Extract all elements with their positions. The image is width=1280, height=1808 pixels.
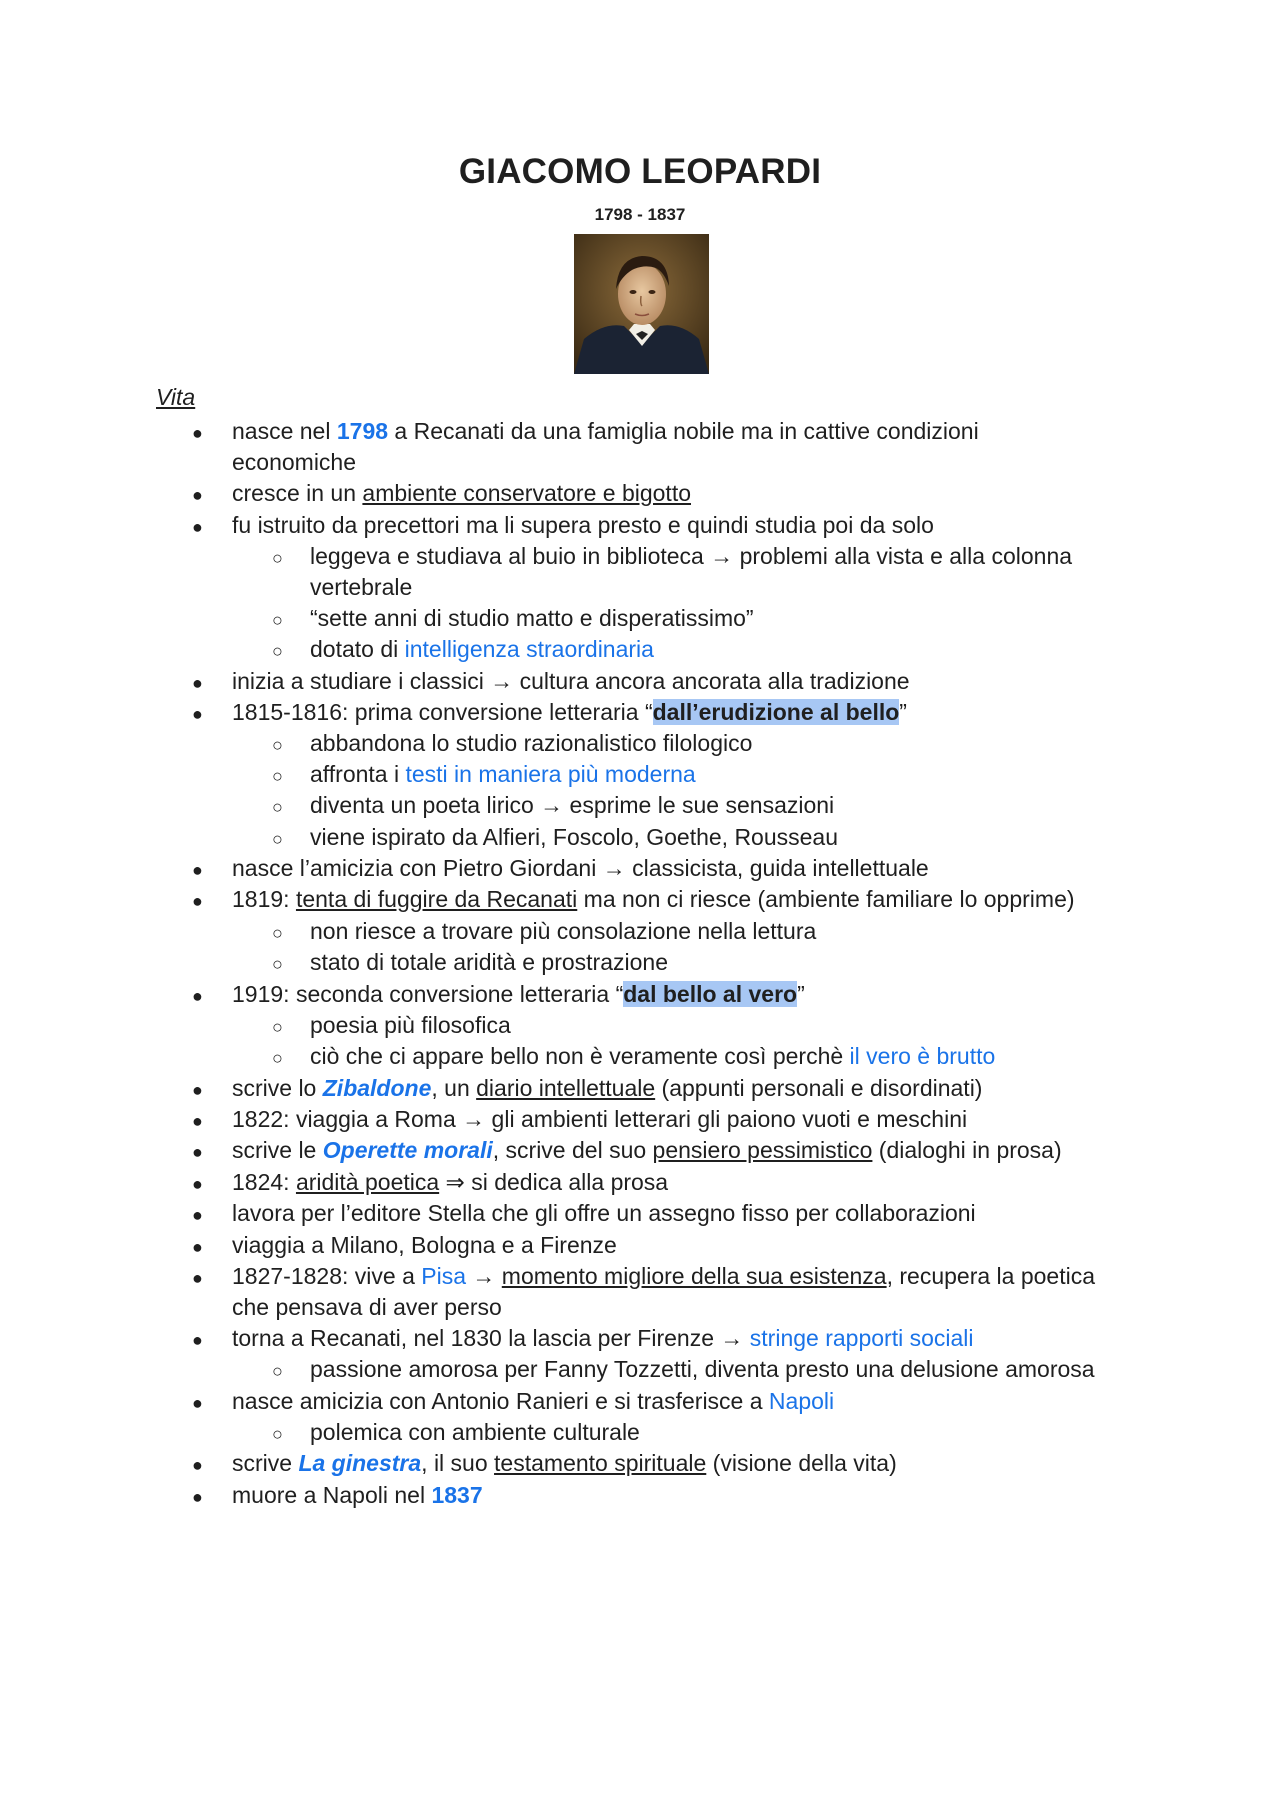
page-title: GIACOMO LEOPARDI — [458, 152, 822, 191]
list-item: 1827-1828: vive a Pisa → momento migliore della sua esistenza, recupera la poetica — [232, 1263, 1095, 1289]
portrait-image — [574, 234, 709, 374]
life-dates: 1798 - 1837 — [594, 205, 686, 224]
sub-bullet-icon: ○ — [272, 548, 283, 568]
bullet-icon: ● — [192, 704, 203, 724]
list-item-continuation: che pensava di aver perso — [232, 1294, 502, 1320]
list-item: muore a Napoli nel 1837 — [232, 1482, 483, 1508]
sub-list-item: polemica con ambiente culturale — [310, 1419, 640, 1445]
sub-bullet-icon: ○ — [272, 923, 283, 943]
bullet-icon: ● — [192, 860, 203, 880]
bullet-icon: ● — [192, 891, 203, 911]
list-item: 1919: seconda conversione letteraria “dal bello al vero” — [232, 981, 805, 1007]
bullet-icon: ● — [192, 1237, 203, 1257]
sub-list-item: ciò che ci appare bello non è veramente così perchè il vero è brutto — [310, 1043, 996, 1069]
bullet-icon: ● — [192, 1393, 203, 1413]
sub-bullet-icon: ○ — [272, 641, 283, 661]
bullet-icon: ● — [192, 1111, 203, 1131]
sub-list-item: leggeva e studiava al buio in biblioteca → problemi alla vista e alla colonna — [310, 543, 1073, 569]
bullet-icon: ● — [192, 673, 203, 693]
bullet-icon: ● — [192, 1174, 203, 1194]
sub-bullet-icon: ○ — [272, 1017, 283, 1037]
sub-list-item: dotato di intelligenza straordinaria — [310, 636, 654, 662]
list-item: nasce amicizia con Antonio Ranieri e si trasferisce a Napoli — [232, 1388, 835, 1414]
list-item-continuation: economiche — [232, 449, 357, 475]
bullet-icon: ● — [192, 1080, 203, 1100]
list-item: 1815-1816: prima conversione letteraria “dall’erudizione al bello” — [232, 699, 907, 725]
list-item: fu istruito da precettori ma li supera presto e quindi studia poi da solo — [232, 512, 934, 538]
list-item: 1822: viaggia a Roma → gli ambienti letterari gli paiono vuoti e meschini — [232, 1106, 968, 1132]
sub-list-item: stato di totale aridità e prostrazione — [310, 949, 668, 975]
sub-bullet-icon: ○ — [272, 1361, 283, 1381]
list-item-continuation: vertebrale — [310, 574, 413, 600]
list-item: viaggia a Milano, Bologna e a Firenze — [232, 1232, 617, 1258]
sub-bullet-icon: ○ — [272, 766, 283, 786]
sub-list-item: diventa un poeta lirico → esprime le sue sensazioni — [310, 792, 835, 818]
sub-list-item: poesia più filosofica — [310, 1012, 511, 1038]
sub-bullet-icon: ○ — [272, 610, 283, 630]
sub-list-item: passione amorosa per Fanny Tozzetti, diventa presto una delusione amorosa — [310, 1356, 1095, 1382]
list-item: scrive La ginestra, il suo testamento spirituale (visione della vita) — [232, 1450, 897, 1476]
sub-bullet-icon: ○ — [272, 1424, 283, 1444]
bullet-icon: ● — [192, 1268, 203, 1288]
sub-bullet-icon: ○ — [272, 829, 283, 849]
list-item: scrive le Operette morali, scrive del suo pensiero pessimistico (dialoghi in prosa) — [232, 1137, 1062, 1163]
bullet-icon: ● — [192, 517, 203, 537]
sub-bullet-icon: ○ — [272, 1048, 283, 1068]
bullet-icon: ● — [192, 485, 203, 505]
list-item: nasce nel 1798 a Recanati da una famiglia nobile ma in cattive condizioni — [232, 418, 979, 444]
sub-list-item: non riesce a trovare più consolazione nella lettura — [310, 918, 817, 944]
section-heading-vita: Vita — [156, 384, 196, 410]
list-item: 1824: aridità poetica ⇒ si dedica alla prosa — [232, 1169, 669, 1195]
list-item: nasce l’amicizia con Pietro Giordani → classicista, guida intellettuale — [232, 855, 929, 881]
sub-bullet-icon: ○ — [272, 954, 283, 974]
bullet-icon: ● — [192, 986, 203, 1006]
bullet-icon: ● — [192, 1487, 203, 1507]
bullet-icon: ● — [192, 1142, 203, 1162]
bullet-icon: ● — [192, 423, 203, 443]
sub-list-item: abbandona lo studio razionalistico filologico — [310, 730, 753, 756]
bullet-icon: ● — [192, 1205, 203, 1225]
list-item: lavora per l’editore Stella che gli offre un assegno fisso per collaborazioni — [232, 1200, 976, 1226]
bullet-icon: ● — [192, 1330, 203, 1350]
list-item: 1819: tenta di fuggire da Recanati ma non ci riesce (ambiente familiare lo opprime) — [232, 886, 1075, 912]
list-item: inizia a studiare i classici → cultura ancora ancorata alla tradizione — [232, 668, 910, 694]
list-item: cresce in un ambiente conservatore e bigotto — [232, 480, 691, 506]
bullet-icon: ● — [192, 1455, 203, 1475]
list-item: torna a Recanati, nel 1830 la lascia per Firenze → stringe rapporti sociali — [232, 1325, 974, 1351]
sub-list-item: affronta i testi in maniera più moderna — [310, 761, 696, 787]
sub-list-item: “sette anni di studio matto e disperatissimo” — [310, 605, 754, 631]
sub-bullet-icon: ○ — [272, 797, 283, 817]
sub-bullet-icon: ○ — [272, 735, 283, 755]
sub-list-item: viene ispirato da Alfieri, Foscolo, Goethe, Rousseau — [310, 824, 839, 850]
list-item: scrive lo Zibaldone, un diario intellettuale (appunti personali e disordinati) — [232, 1075, 983, 1101]
